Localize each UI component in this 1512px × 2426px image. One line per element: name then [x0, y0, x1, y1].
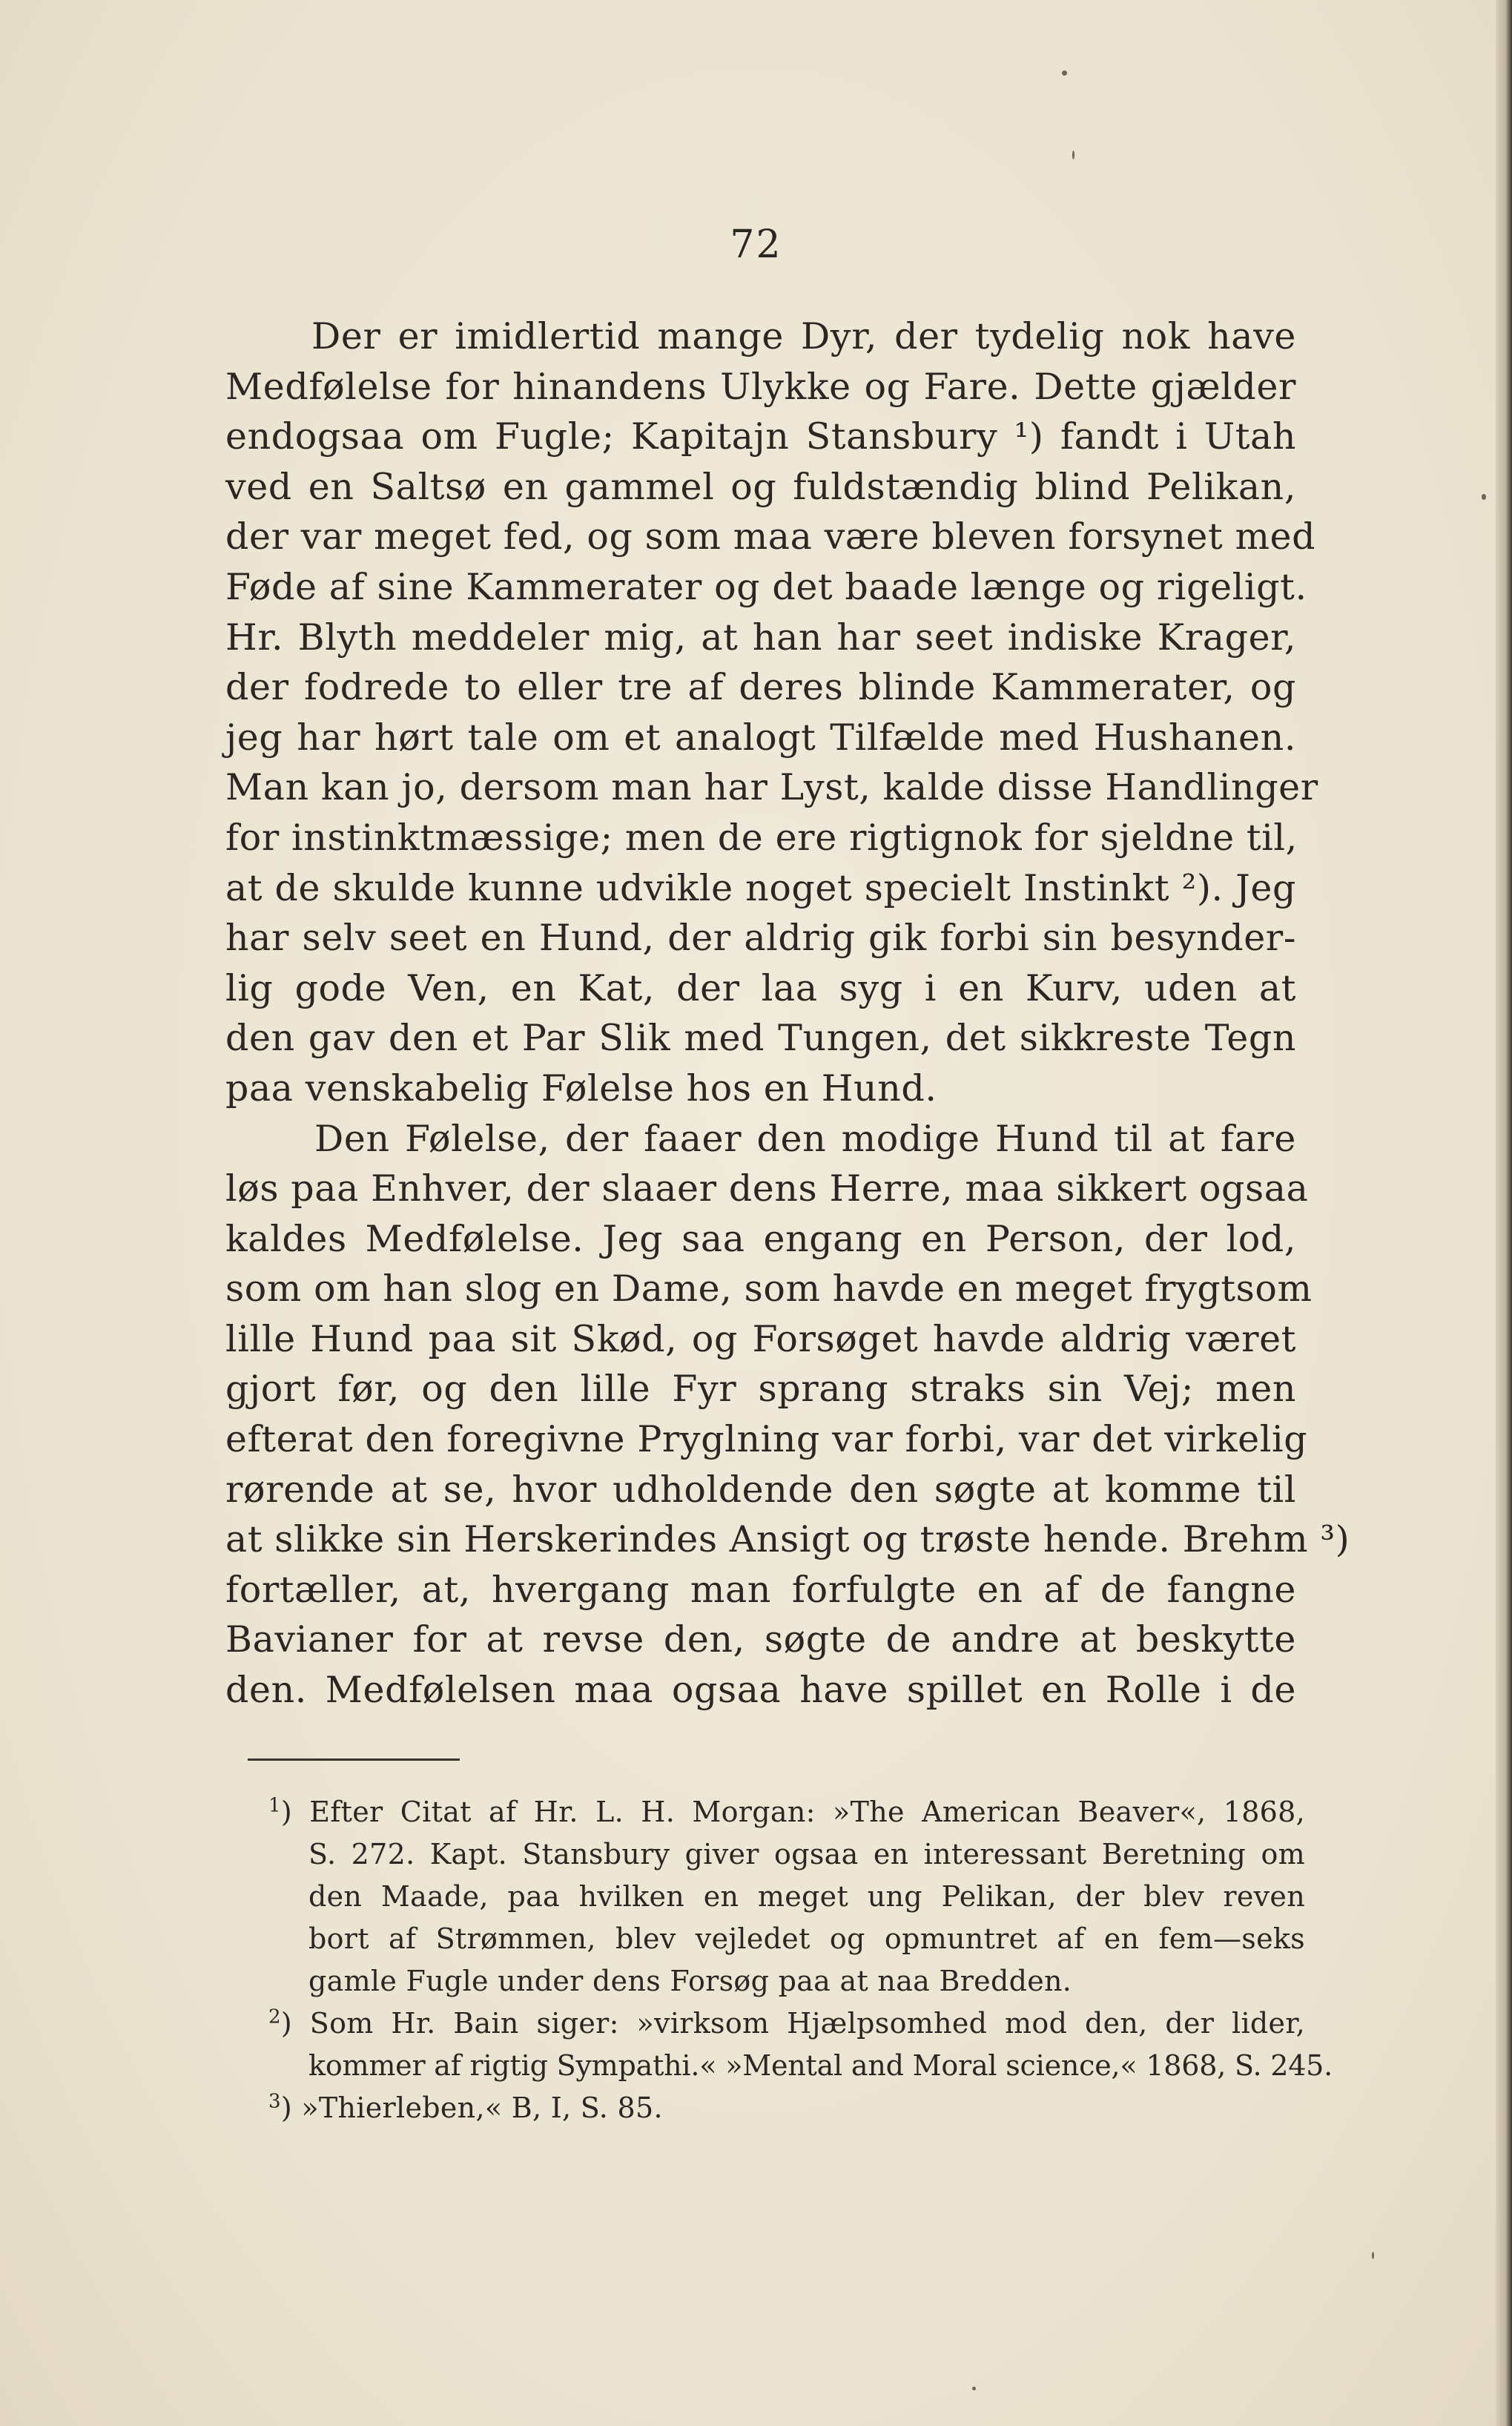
text-line: løs paa Enhver, der slaaer dens Herre, maa sikkert ogsaa [225, 1167, 1309, 1210]
text-line: den. Medfølelsen maa ogsaa have spillet en Rolle i de [225, 1669, 1296, 1712]
footnote-2 [222, 2003, 1305, 2045]
footnote-divider [248, 1758, 460, 1761]
text-line: den gav den et Par Slik med Tungen, det sikkreste Tegn [225, 1017, 1296, 1060]
footnote-marker: 3 [268, 2090, 281, 2113]
footnote-line: kommer af rigtig Sympathi.« »Mental and Moral science,« 1868, S. 245. [308, 2049, 1333, 2082]
text-line: fortæller, at, hvergang man forfulgte en af de fangne [225, 1568, 1296, 1611]
text-line: der fodrede to eller tre af deres blinde Kammerater, og [225, 666, 1296, 709]
text-line: at slikke sin Herskerindes Ansigt og trøste hende. Brehm ³) [225, 1518, 1350, 1561]
footnote-line: gamle Fugle under dens Forsøg paa at naa Bredden. [308, 1965, 1072, 1997]
text-line: har selv seet en Hund, der aldrig gik forbi sin besynder- [225, 917, 1296, 960]
text-line: der var meget fed, og som maa være bleven forsynet med [225, 515, 1316, 558]
text-line: endogsaa om Fugle; Kapitajn Stansbury ¹) fandt i Utah [225, 415, 1296, 458]
text-line: Medfølelse for hinandens Ulykke og Fare. Dette gjælder [225, 365, 1296, 408]
text-line: gjort før, og den lille Fyr sprang straks sin Vej; men [225, 1368, 1296, 1411]
footnote-line: den Maade, paa hvilken en meget ung Pelikan, der blev reven [308, 1880, 1305, 1913]
text-line: lig gode Ven, en Kat, der laa syg i en Kurv, uden at [225, 966, 1296, 1009]
text-line: Den Følelse, der faaer den modige Hund til at fare [314, 1117, 1296, 1160]
footnote-line: bort af Strømmen, blev vejledet og opmuntret af en fem—seks [308, 1922, 1305, 1955]
text-line: jeg har hørt tale om et analogt Tilfælde med Hushanen. [225, 716, 1296, 759]
footnote-text: ) »Thierleben,« B, I, S. 85. [280, 2092, 663, 2124]
text-line: som om han slog en Dame, som havde en meget frygtsom [225, 1268, 1313, 1311]
paper-speck [1372, 2252, 1374, 2259]
text-line: at de skulde kunne udvikle noget specielt Instinkt ²). Jeg [225, 866, 1296, 909]
footnote-text: ) Som Hr. Bain siger: »virksom Hjælpsomhed mod den, der lider, [280, 2007, 1305, 2040]
text-line: Man kan jo, dersom man har Lyst, kalde disse Handlinger [225, 766, 1318, 809]
text-line: lille Hund paa sit Skød, og Forsøget havde aldrig været [225, 1317, 1296, 1360]
text-line: ved en Saltsø en gammel og fuldstændig blind Pelikan, [225, 465, 1296, 508]
footnote-1 [222, 1791, 1305, 1833]
footnote-3 [222, 2087, 1305, 2129]
footnote-text: ) Efter Citat af Hr. L. H. Morgan: »The American Beaver«, 1868, [280, 1796, 1305, 1828]
paper-speck [972, 2387, 976, 2390]
text-line: Bavianer for at revse den, søgte de andre at beskytte [225, 1618, 1296, 1661]
text-line: kaldes Medfølelse. Jeg saa engang en Person, der lod, [225, 1217, 1296, 1260]
text-line: paa venskabelig Følelse hos en Hund. [225, 1067, 937, 1110]
footnote-marker: 1 [268, 1794, 281, 1817]
text-line: efterat den foregivne Pryglning var forbi, var det virkelig [225, 1418, 1308, 1461]
footnote-marker: 2 [268, 2005, 281, 2028]
page-edge-shadow [1496, 0, 1512, 2426]
page-number: 72 [730, 223, 782, 267]
body-text [225, 312, 1350, 1715]
text-line: Der er imidlertid mange Dyr, der tydelig nok have [311, 315, 1296, 357]
text-line: for instinktmæssige; men de ere rigtignok for sjeldne til, [225, 816, 1298, 859]
paper-speck [1062, 70, 1067, 76]
text-line: Hr. Blyth meddeler mig, at han har seet indiske Krager, [225, 616, 1296, 659]
text-line: Føde af sine Kammerater og det baade længe og rigeligt. [225, 565, 1307, 608]
paper-speck [1482, 494, 1486, 500]
footnote-line: S. 272. Kapt. Stansbury giver ogsaa en interessant Beretning om [308, 1838, 1305, 1870]
paper-speck [1072, 151, 1074, 159]
footnotes [222, 1791, 1333, 2129]
text-line: rørende at se, hvor udholdende den søgte at komme til [225, 1468, 1296, 1511]
